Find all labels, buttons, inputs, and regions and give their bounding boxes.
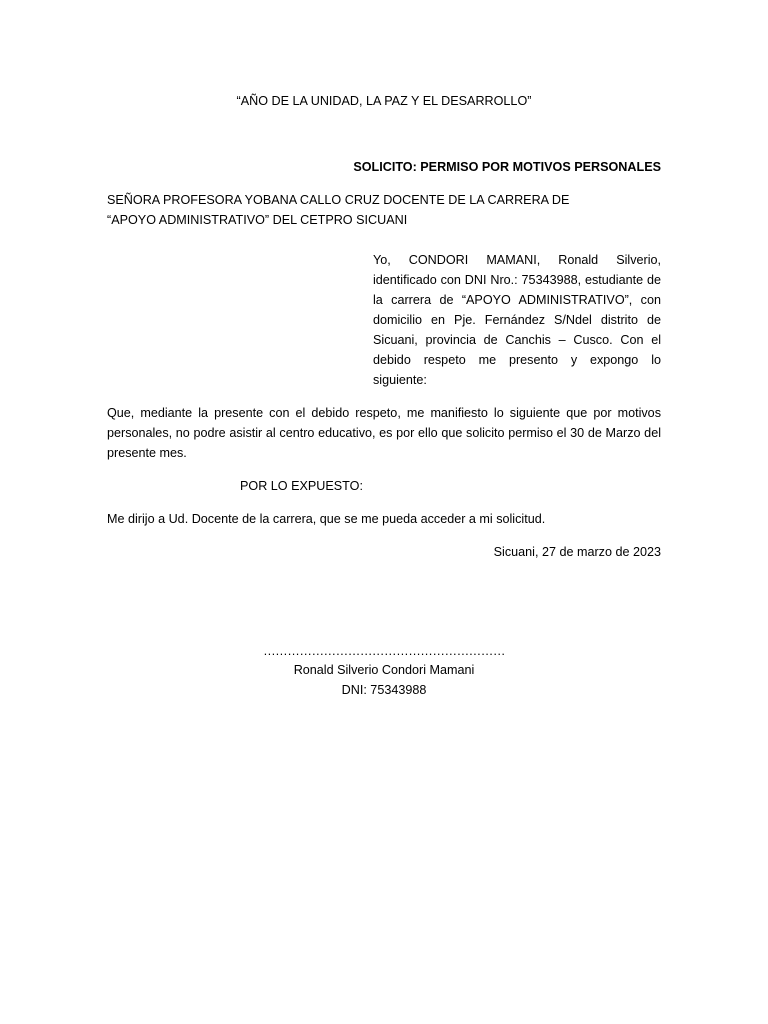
signature-name: Ronald Silverio Condori Mamani bbox=[293, 663, 475, 677]
date-line: Sicuani, 27 de marzo de 2023 bbox=[493, 545, 661, 559]
petitioner-paragraph: Yo, CONDORI MAMANI, Ronald Silverio, identificado con DNI Nro.: 75343988, estudiante de la carrera de “APOYO ADMINISTRATIVO”, con domicilio en Pje. Fernández S/Ndel distrito de Sicuani, provincia de Canchis – Cusco. Con el debido respeto me presento y expongo lo siguiente: bbox=[373, 253, 661, 387]
signature-dni: DNI: 75343988 bbox=[341, 683, 427, 697]
subject-line: SOLICITO: PERMISO POR MOTIVOS PERSONALES bbox=[353, 160, 661, 174]
expuesto-heading: POR LO EXPUESTO: bbox=[240, 479, 363, 493]
body-paragraph: Que, mediante la presente con el debido respeto, me manifiesto lo siguiente que por motivos personales, no podre asistir al centro educativo, es por ello que solicito permiso el 30 de Marzo del presente mes. bbox=[107, 406, 661, 460]
year-title: “AÑO DE LA UNIDAD, LA PAZ Y EL DESARROLLO” bbox=[236, 94, 532, 108]
addressee-paragraph: SEÑORA PROFESORA YOBANA CALLO CRUZ DOCENTE DE LA CARRERA DE “APOYO ADMINISTRATIVO” DEL CETPRO SICUANI bbox=[107, 193, 570, 227]
signature-line: …………………………………………………… bbox=[263, 644, 505, 658]
request-paragraph: Me dirijo a Ud. Docente de la carrera, que se me pueda acceder a mi solicitud. bbox=[107, 512, 546, 526]
